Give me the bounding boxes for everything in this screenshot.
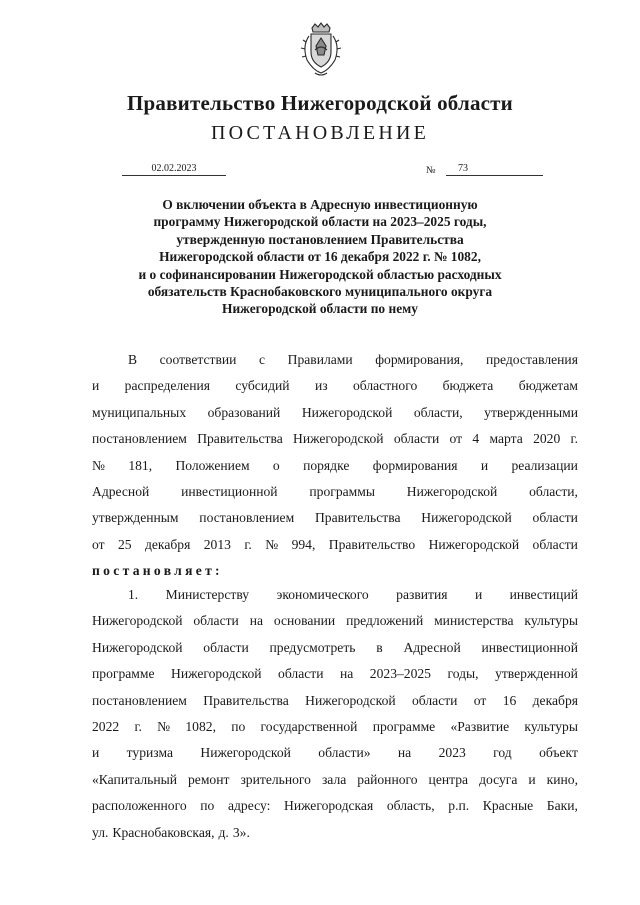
document-number: 73 <box>446 163 543 176</box>
text-line: В соответствии с Правилами формирования, предоставления <box>128 352 578 367</box>
coat-of-arms-icon <box>299 22 343 78</box>
preamble-paragraph <box>92 347 578 585</box>
text-line: Адресной инвестиционной программы Нижегородской области, <box>92 483 578 499</box>
item-1-paragraph <box>92 582 578 846</box>
text-line: 1. Министерству экономического развития и инвестиций <box>128 587 578 602</box>
document-type: ПОСТАНОВЛЕНИЕ <box>210 122 430 144</box>
title-line: О включении объекта в Адресную инвестиционную <box>162 197 478 212</box>
text-line: «Капитальный ремонт зрительного зала районного центра досуга и кино, <box>92 771 578 787</box>
text-line: Нижегородской области предусмотреть в Адресной инвестиционной <box>92 639 578 655</box>
title-line: утвержденную постановлением Правительства <box>176 231 464 247</box>
organization-name: Правительство Нижегородской области <box>127 91 513 115</box>
document-title <box>110 196 530 318</box>
text-line: Нижегородской области на основании предложений министерства культуры <box>92 613 578 629</box>
text-line: ул. Краснобаковская, д. 3». <box>92 824 250 840</box>
text-line: утвержденным постановлением Правительства Нижегородской области <box>92 510 578 526</box>
title-line: программу Нижегородской области на 2023–2025 годы, <box>153 214 487 230</box>
text-line: 2022 г. № 1082, по государственной программе «Развитие культуры <box>92 718 578 734</box>
text-line: и распределения субсидий из областного бюджета бюджетам <box>92 378 578 394</box>
number-label: № <box>426 165 436 176</box>
text-line: от 25 декабря 2013 г. № 994, Правительство Нижегородской области <box>92 536 578 552</box>
text-line: постановлением Правительства Нижегородской области от 16 декабря <box>92 692 578 708</box>
text-line: программе Нижегородской области на 2023–2025 годы, утвержденной <box>92 666 578 682</box>
document-date: 02.02.2023 <box>122 163 226 176</box>
text-line: № 181, Положением о порядке формирования и реализации <box>92 457 578 473</box>
text-line: муниципальных образований Нижегородской области, утвержденными <box>92 404 578 420</box>
text-line: расположенного по адресу: Нижегородская область, р.п. Красные Баки, <box>92 798 578 814</box>
text-line: постановлением Правительства Нижегородской области от 4 марта 2020 г. <box>92 431 578 447</box>
title-line: Нижегородской области по нему <box>222 301 418 317</box>
title-line: Нижегородской области от 16 декабря 2022 г. № 1082, <box>159 249 481 265</box>
title-line: и о софинансировании Нижегородской областью расходных <box>138 266 502 282</box>
title-line: обязательств Краснобаковского муниципального округа <box>147 284 493 300</box>
text-line: и туризма Нижегородской области» на 2023 год объект <box>92 745 578 761</box>
decree-word: постановляет: <box>92 563 223 579</box>
